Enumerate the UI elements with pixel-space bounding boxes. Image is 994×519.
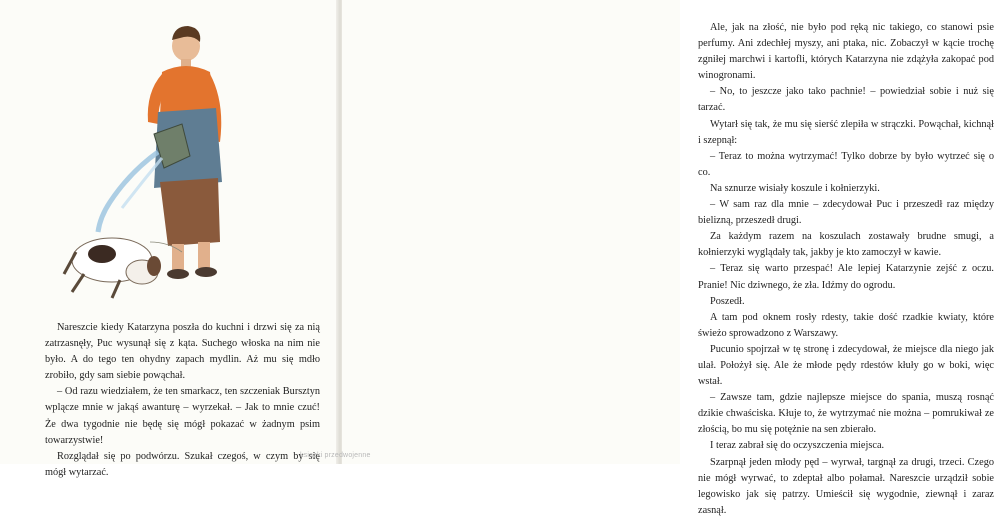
right-paragraph: Szarpnął jeden młody pęd – wyrwał, targnął za drugi, trzeci. Czego nie mógł wyrwać, to zdeptał albo połamał. Nareszcie urządził sobie legowisko jak się patrzy. Umieścił się wygodnie, ziewnął i zaraz zasnął. xyxy=(698,456,994,516)
woman-blouse xyxy=(160,66,214,116)
woman-leg-right xyxy=(198,242,210,268)
right-page-text xyxy=(698,20,994,519)
dog-ear xyxy=(147,256,161,276)
right-paragraph: – Zawsze tam, gdzie najlepsze miejsce do spania, muszą rosnąć dzikie chwaściska. Kłuje to, że wytrzymać nie można – pomrukiwał ze złością, bo mu się potężnie na sen zbierało. xyxy=(698,392,994,436)
left-page xyxy=(0,0,338,478)
water-stream xyxy=(98,152,158,232)
right-paragraph: – W sam raz dla mnie – zdecydował Puc i przeszedł raz między bielizną, przeszedł drugi. xyxy=(698,199,994,227)
right-paragraph: Za każdym razem na koszulach zostawały brudne smugi, a kołnierzyki wyglądały tak, jakby je kto zamoczył w kawie. xyxy=(698,231,994,259)
left-paragraph: – Od razu wiedziałem, że ten smarkacz, ten szczeniak Bursztyn wplącze mnie w jakąś awanturę – wyrzekał. – Jak to mnie czuć! Że dwa tygodnie nie będę się mógł pokazać w żadnym psim towarzystwie! xyxy=(45,386,320,446)
right-paragraph: Poszedł. xyxy=(710,295,745,307)
left-page-text xyxy=(45,320,320,481)
dog-patch xyxy=(88,245,116,263)
left-paragraph: Nareszcie kiedy Katarzyna poszła do kuchni i drzwi się za nią zatrzasnęły, Puc wysunął się z kąta. Suchego włoska na nim nie było. A do tego ten ohydny zapach mydlin. Aż mu się mdło zrobiło, gdy sam siebie powąchał. xyxy=(45,322,320,382)
right-paragraph: Wytarł się tak, że mu się sierść zlepiła w strączki. Powąchał, kichnął i szepnął: xyxy=(698,118,994,146)
right-paragraph: – No, to jeszcze jako tako pachnie! – powiedział sobie i nuż się tarzać. xyxy=(698,86,994,114)
right-paragraph: Na sznurze wisiały koszule i kołnierzyki. xyxy=(710,182,880,194)
woman-shoe-right xyxy=(195,267,217,277)
woman-neck xyxy=(181,59,191,67)
right-paragraph: I teraz zabrał się do oczyszczenia miejsca. xyxy=(710,440,885,452)
right-paragraph: – Teraz się warto przespać! Ale lepiej Katarzynie zejść z oczu. Pranie! Nic dziwnego, że zła. Idźmy do ogrodu. xyxy=(698,263,994,291)
right-paragraph: Pucunio spojrzał w tę stronę i zdecydował, że miejsce dla niego jak ulał. Położył się. Ale że młode pędy rdestów kłuły go w boki, więc wstał. xyxy=(698,343,994,388)
woman-shoe-left xyxy=(167,269,189,279)
left-paragraph: Rozglądał się po podwórzu. Szukał czegoś, w czym by się mógł wytarzać. xyxy=(45,450,320,478)
woman-pouring-water-on-dog-illustration xyxy=(50,12,250,304)
right-paragraph: – Teraz to można wytrzymać! Tylko dobrze by było wytrzeć się o co. xyxy=(698,150,994,178)
right-paragraph: A tam pod oknem rosły rdesty, takie dość rzadkie kwiaty, które świeżo sprowadzono z Warszawy. xyxy=(698,311,994,339)
right-paragraph: Ale, jak na złość, nie było pod ręką nic takiego, co stanowi psie perfumy. Ani zdechłej myszy, ani ptaka, nic. Zobaczył w kącie trochę zgniłej marchwi i kartofli, których Katarzyna nie zdążyła zakopać pod winogronami. xyxy=(698,22,994,82)
right-page xyxy=(342,0,994,516)
woman-skirt xyxy=(160,178,220,246)
watermark: ksiazki przedwojenne xyxy=(300,452,371,459)
woman-leg-left xyxy=(172,244,184,270)
